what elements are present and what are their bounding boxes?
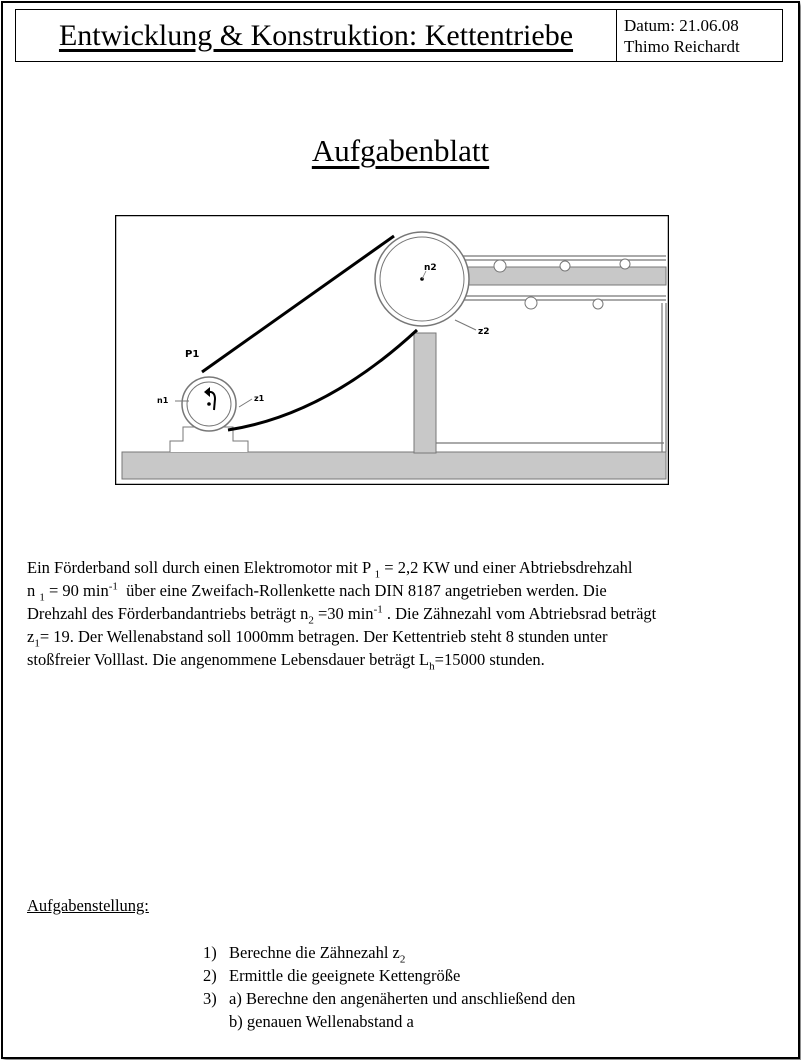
task-section-title: Aufgabenstellung: (27, 896, 149, 915)
header-meta (624, 15, 740, 57)
description-line: Drehzahl des Förderbandantriebs beträgt $n_2 =30$ $\min^{-1}$ . Die Zähnezahl vom Abtriebsrad beträgt (27, 603, 657, 627)
document-title: Entwicklung & Konstruktion: Kettentriebe (16, 10, 617, 61)
description-line: $z_1= 19$. Der Wellenabstand soll 1000mm betragen. Der Kettentrieb steht 8 stunden unter (27, 627, 608, 650)
chain-drive-figure (115, 215, 669, 485)
task-description (27, 556, 787, 671)
header-box (15, 9, 783, 62)
label-z1: z1 (254, 394, 265, 403)
task-item: 3) a) Berechne den angenäherten und anschließend den (203, 989, 576, 1008)
page-heading: Aufgabenblatt (311, 133, 490, 168)
description-line: Ein Förderband soll durch einen Elektromotor mit P $_1$ = 2,2 KW und einer Abtriebsdrehzahl (27, 558, 633, 581)
label-n2: n2 (424, 263, 437, 273)
task-item: b) genauen Wellenabstand a (229, 1012, 414, 1031)
label-n1: n1 (157, 396, 169, 405)
description-line: stoßfreier Volllast. Die angenommene Lebensdauer beträgt $L_h=15000$ stunden. (27, 650, 545, 673)
header-date: Datum: 21.06.08 (624, 16, 739, 35)
worksheet-page (1, 1, 800, 1059)
task-item: 1) Berechne die Zähnezahl $z_2$ (203, 943, 406, 966)
ground-slab (122, 452, 666, 479)
label-z2: z2 (478, 327, 490, 337)
task-list (203, 941, 575, 1033)
description-line: n $_1$ = 90 $\min^{-1}$ über eine Zweifach-Rollenkette nach DIN 8187 angetrieben werden. Die (27, 580, 607, 604)
label-p1: P1 (185, 349, 200, 360)
support-column (414, 333, 436, 453)
task-item: 2) Ermittle die geeignete Kettengröße (203, 966, 461, 985)
header-author: Thimo Reichardt (624, 37, 740, 56)
